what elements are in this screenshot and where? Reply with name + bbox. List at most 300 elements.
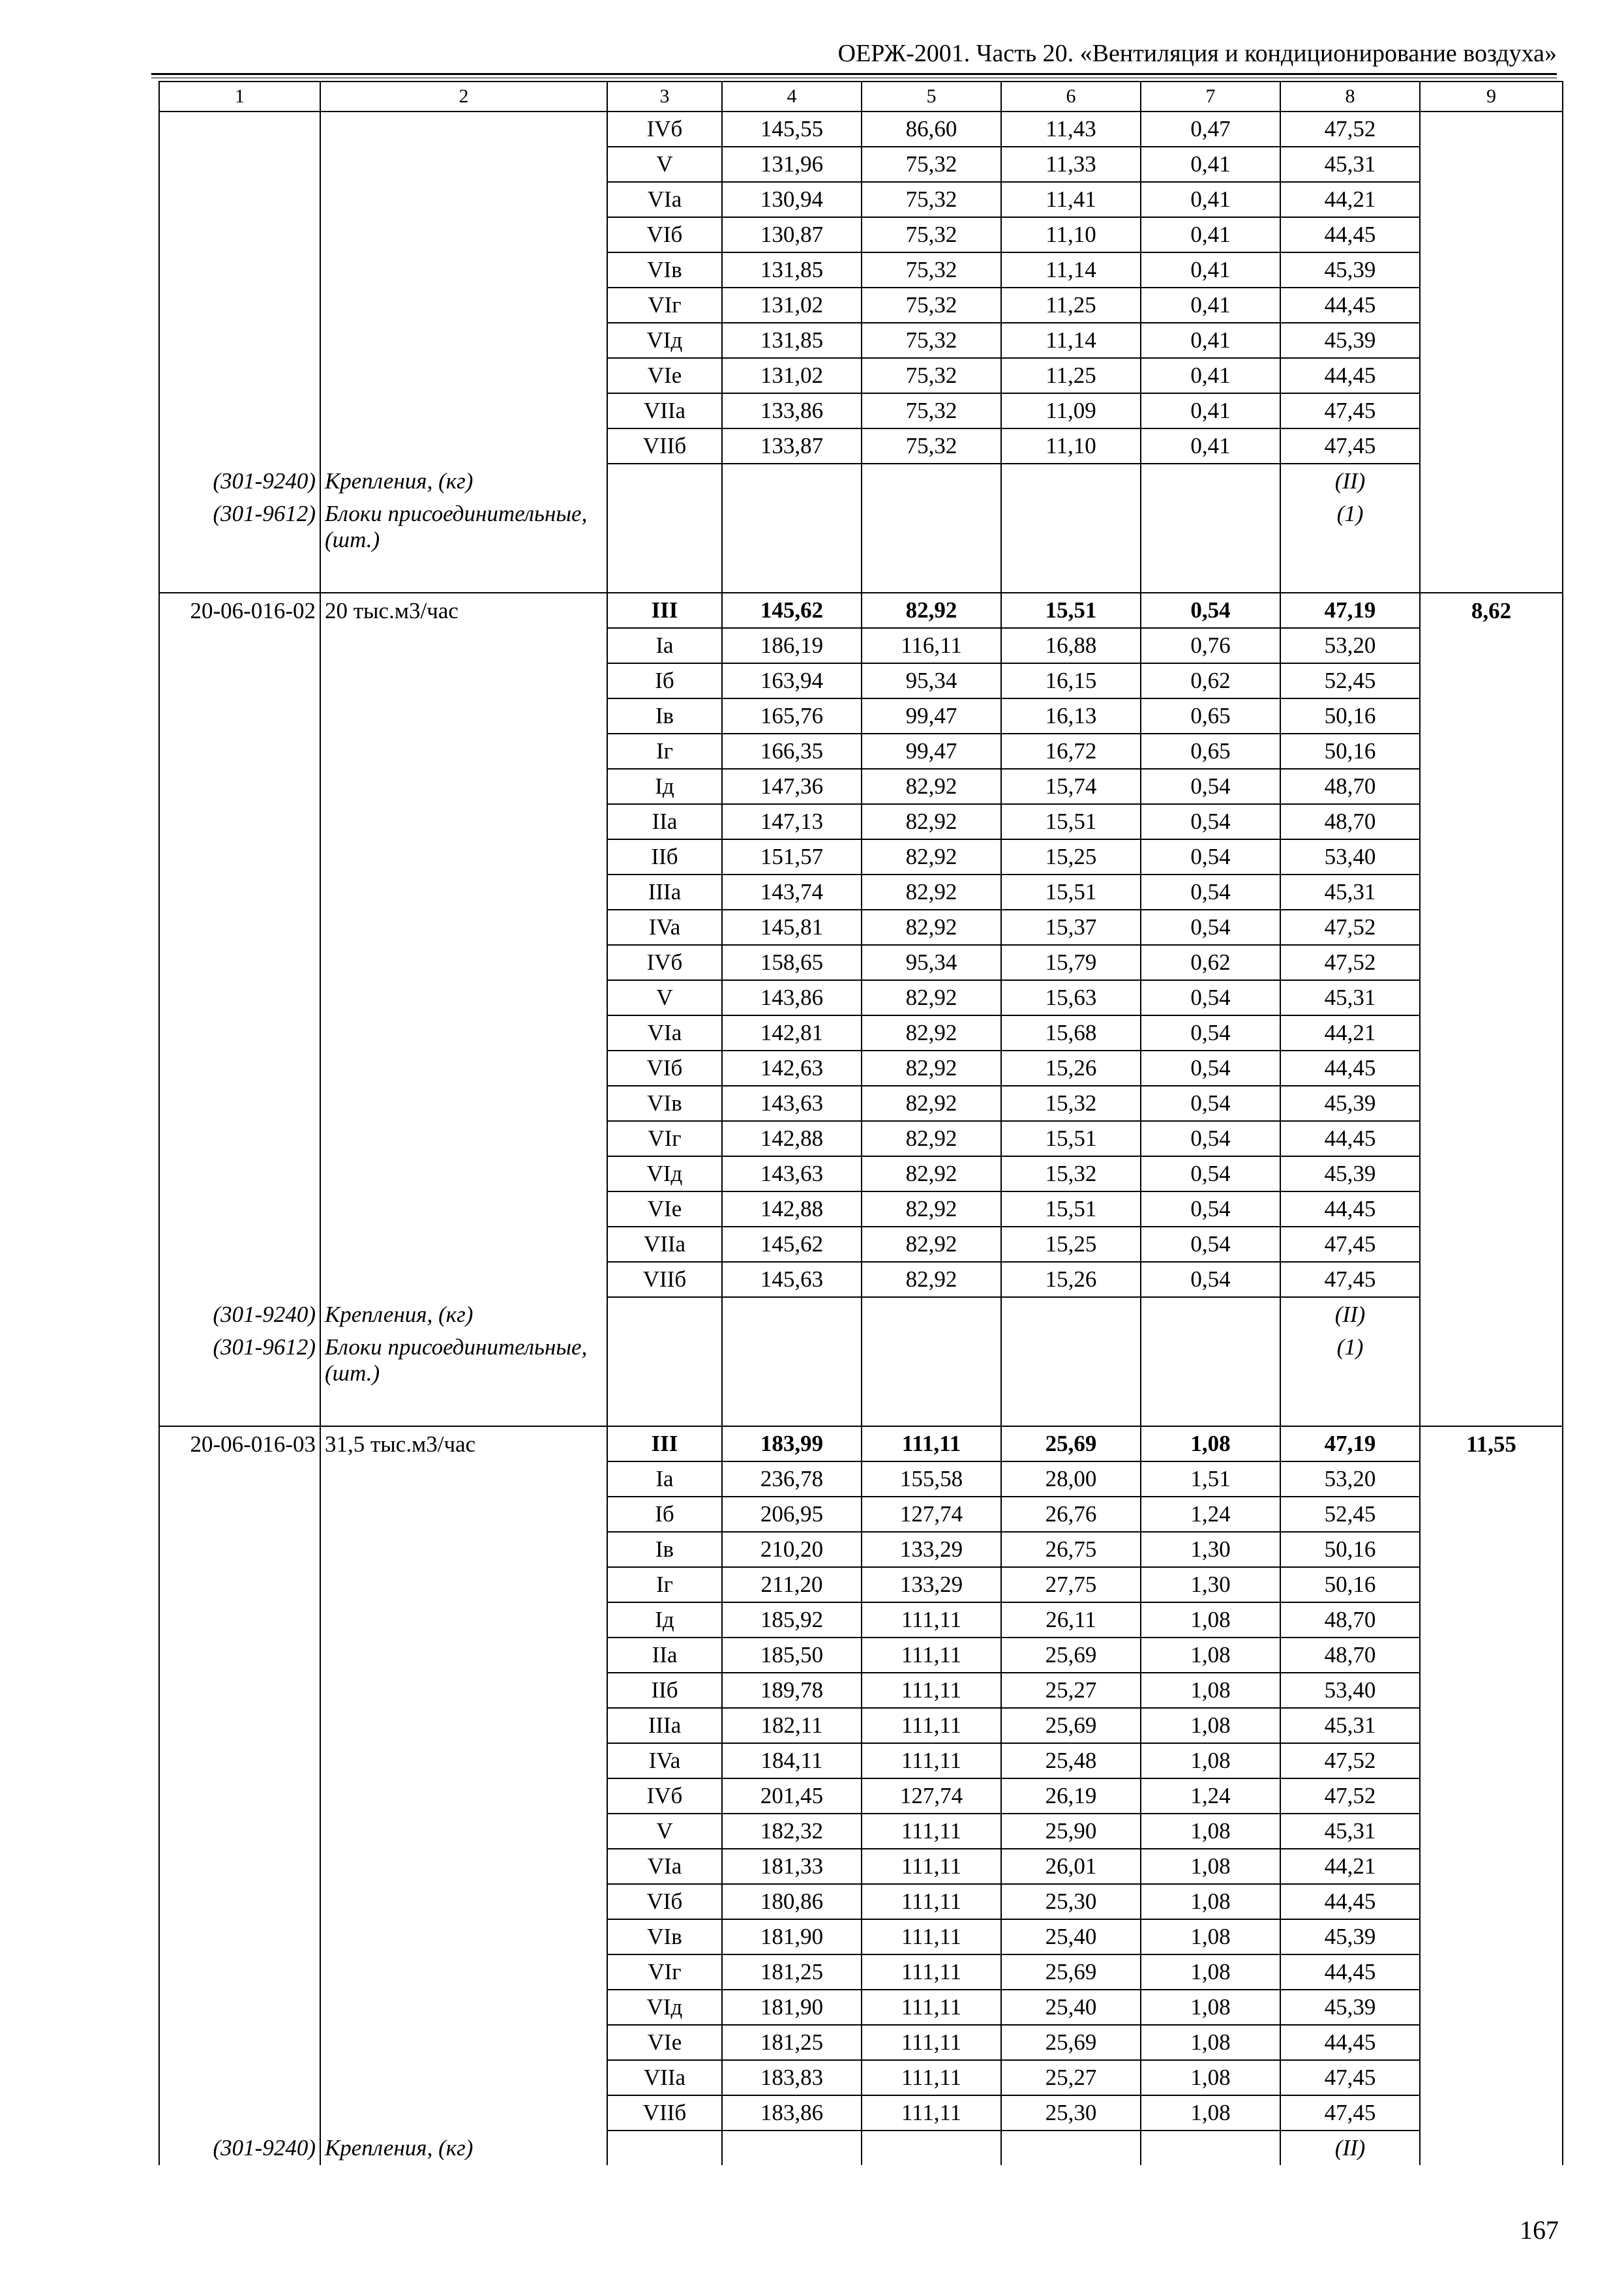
- name-cell-empty: [320, 1567, 607, 1602]
- name-cell-empty: [320, 769, 607, 804]
- zone-cell: Ia: [607, 628, 722, 663]
- table-row: [159, 393, 1563, 428]
- wages-cell: 133,29: [862, 1567, 1001, 1602]
- machines-cell: 15,79: [1001, 945, 1141, 980]
- table-row: [159, 147, 1563, 182]
- wages-cell: 111,11: [862, 2095, 1001, 2131]
- resource-class: (II): [1280, 464, 1420, 498]
- total-cell: 145,62: [722, 593, 862, 628]
- name-cell-empty: [320, 1954, 607, 1990]
- wages-cell: 111,11: [862, 2060, 1001, 2095]
- labor-cell-empty: [1420, 358, 1563, 393]
- materials-cell: 44,45: [1280, 1121, 1420, 1156]
- wages-cell: 75,32: [862, 393, 1001, 428]
- labor-cell-empty: [1420, 628, 1563, 663]
- materials-cell: 44,45: [1280, 288, 1420, 323]
- total-cell: 185,50: [722, 1638, 862, 1673]
- machines-cell: 25,30: [1001, 1884, 1141, 1919]
- name-cell-empty: [320, 1461, 607, 1497]
- drivers-cell: 1,08: [1141, 1814, 1280, 1849]
- zone-cell: VIг: [607, 288, 722, 323]
- machines-cell: 15,51: [1001, 875, 1141, 910]
- empty-cell: [607, 1332, 722, 1426]
- table-row: [159, 1262, 1563, 1297]
- drivers-cell: 0,41: [1141, 217, 1280, 252]
- wages-cell: 82,92: [862, 1227, 1001, 1262]
- materials-cell: 45,39: [1280, 323, 1420, 358]
- wages-cell: 99,47: [862, 698, 1001, 734]
- code-cell-empty: [159, 2095, 320, 2131]
- name-cell-empty: [320, 1814, 607, 1849]
- code-cell-empty: [159, 839, 320, 875]
- materials-cell: 44,45: [1280, 1954, 1420, 1990]
- table-row: [159, 1884, 1563, 1919]
- labor-cell: 11,55: [1420, 1426, 1563, 1461]
- table-row: [159, 1461, 1563, 1497]
- name-cell-empty: [320, 1156, 607, 1191]
- total-cell: 211,20: [722, 1567, 862, 1602]
- total-cell: 142,88: [722, 1191, 862, 1227]
- code-cell-empty: [159, 1191, 320, 1227]
- wages-cell: 82,92: [862, 1156, 1001, 1191]
- materials-cell: 48,70: [1280, 1602, 1420, 1638]
- machines-cell: 25,48: [1001, 1743, 1141, 1778]
- code-cell-empty: [159, 945, 320, 980]
- labor-cell-empty: [1420, 875, 1563, 910]
- code-cell-empty: [159, 1567, 320, 1602]
- table-row: [159, 1673, 1563, 1708]
- zone-cell: VIa: [607, 1015, 722, 1051]
- machines-cell: 25,30: [1001, 2095, 1141, 2131]
- machines-cell: 15,51: [1001, 593, 1141, 628]
- zone-cell: VIд: [607, 1990, 722, 2025]
- materials-cell: 53,40: [1280, 839, 1420, 875]
- code-cell-empty: [159, 1849, 320, 1884]
- total-cell: 180,86: [722, 1884, 862, 1919]
- zone-cell: IIIa: [607, 875, 722, 910]
- machines-cell: 16,13: [1001, 698, 1141, 734]
- resource-row: [159, 498, 1563, 593]
- total-cell: 181,90: [722, 1990, 862, 2025]
- zone-cell: VIв: [607, 252, 722, 288]
- name-cell-empty: [320, 358, 607, 393]
- drivers-cell: 0,41: [1141, 428, 1280, 464]
- total-cell: 236,78: [722, 1461, 862, 1497]
- drivers-cell: 1,08: [1141, 2095, 1280, 2131]
- name-cell-empty: [320, 323, 607, 358]
- labor-cell-empty: [1420, 1121, 1563, 1156]
- empty-cell: [862, 1332, 1001, 1426]
- materials-cell: 45,31: [1280, 1708, 1420, 1743]
- drivers-cell: 0,65: [1141, 734, 1280, 769]
- code-cell-empty: [159, 1954, 320, 1990]
- total-cell: 145,55: [722, 112, 862, 147]
- wages-cell: 75,32: [862, 217, 1001, 252]
- table-row: [159, 1191, 1563, 1227]
- name-cell-empty: [320, 1015, 607, 1051]
- table-row: [159, 1086, 1563, 1121]
- code-cell-empty: [159, 217, 320, 252]
- table-row: [159, 769, 1563, 804]
- zone-cell: III: [607, 593, 722, 628]
- column-number: 9: [1420, 82, 1563, 112]
- code-cell-empty: [159, 1814, 320, 1849]
- machines-cell: 15,63: [1001, 980, 1141, 1015]
- total-cell: 142,63: [722, 1051, 862, 1086]
- zone-cell: IVб: [607, 112, 722, 147]
- zone-cell: Iб: [607, 1497, 722, 1532]
- table-row: [159, 323, 1563, 358]
- labor-cell-empty: [1420, 1227, 1563, 1262]
- code-cell-empty: [159, 1638, 320, 1673]
- empty-cell: [1420, 1332, 1563, 1426]
- table-row: [159, 2025, 1563, 2060]
- machines-cell: 25,40: [1001, 1919, 1141, 1954]
- name-cell-empty: [320, 428, 607, 464]
- empty-cell: [862, 1297, 1001, 1332]
- wages-cell: 111,11: [862, 1743, 1001, 1778]
- wages-cell: 155,58: [862, 1461, 1001, 1497]
- wages-cell: 86,60: [862, 112, 1001, 147]
- name-cell-empty: [320, 1673, 607, 1708]
- drivers-cell: 0,54: [1141, 980, 1280, 1015]
- code-cell-empty: [159, 875, 320, 910]
- resource-row: [159, 1332, 1563, 1426]
- drivers-cell: 0,41: [1141, 288, 1280, 323]
- labor-cell-empty: [1420, 1156, 1563, 1191]
- machines-cell: 11,41: [1001, 182, 1141, 217]
- machines-cell: 11,14: [1001, 323, 1141, 358]
- name-cell-empty: [320, 393, 607, 428]
- materials-cell: 53,40: [1280, 1673, 1420, 1708]
- machines-cell: 25,69: [1001, 1426, 1141, 1461]
- drivers-cell: 0,65: [1141, 698, 1280, 734]
- name-cell-empty: [320, 875, 607, 910]
- drivers-cell: 0,54: [1141, 1227, 1280, 1262]
- name-cell-empty: [320, 1849, 607, 1884]
- table-row: [159, 1497, 1563, 1532]
- code-cell-empty: [159, 663, 320, 698]
- materials-cell: 44,21: [1280, 182, 1420, 217]
- name-cell-empty: [320, 1778, 607, 1814]
- empty-cell: [862, 2131, 1001, 2165]
- total-cell: 182,11: [722, 1708, 862, 1743]
- code-cell-empty: [159, 1015, 320, 1051]
- labor-cell-empty: [1420, 1708, 1563, 1743]
- name-cell-empty: [320, 734, 607, 769]
- drivers-cell: 0,76: [1141, 628, 1280, 663]
- materials-cell: 53,20: [1280, 628, 1420, 663]
- wages-cell: 82,92: [862, 593, 1001, 628]
- resource-code: (301-9240): [159, 1297, 320, 1332]
- total-cell: 131,96: [722, 147, 862, 182]
- code-cell-empty: [159, 2025, 320, 2060]
- table-row: [159, 1778, 1563, 1814]
- zone-cell: VIIa: [607, 1227, 722, 1262]
- drivers-cell: 0,54: [1141, 1086, 1280, 1121]
- code-cell-empty: [159, 393, 320, 428]
- labor-cell-empty: [1420, 1015, 1563, 1051]
- empty-cell: [1001, 2131, 1141, 2165]
- code-cell-empty: [159, 182, 320, 217]
- labor-cell-empty: [1420, 182, 1563, 217]
- column-number: 2: [320, 82, 607, 112]
- machines-cell: 16,88: [1001, 628, 1141, 663]
- zone-cell: V: [607, 980, 722, 1015]
- empty-cell: [1141, 498, 1280, 593]
- name-cell-empty: [320, 980, 607, 1015]
- machines-cell: 27,75: [1001, 1567, 1141, 1602]
- code-cell-empty: [159, 1227, 320, 1262]
- code-cell-empty: [159, 628, 320, 663]
- wages-cell: 75,32: [862, 428, 1001, 464]
- table-row: [159, 2095, 1563, 2131]
- machines-cell: 25,27: [1001, 2060, 1141, 2095]
- code-cell-empty: [159, 1884, 320, 1919]
- empty-cell: [1001, 464, 1141, 498]
- column-number: 3: [607, 82, 722, 112]
- materials-cell: 45,39: [1280, 1990, 1420, 2025]
- code-cell-empty: [159, 1778, 320, 1814]
- materials-cell: 47,52: [1280, 1778, 1420, 1814]
- name-cell-empty: [320, 2025, 607, 2060]
- machines-cell: 25,69: [1001, 1708, 1141, 1743]
- wages-cell: 82,92: [862, 1121, 1001, 1156]
- machines-cell: 11,25: [1001, 358, 1141, 393]
- code-cell-empty: [159, 698, 320, 734]
- materials-cell: 52,45: [1280, 663, 1420, 698]
- drivers-cell: 1,08: [1141, 1954, 1280, 1990]
- labor-cell-empty: [1420, 910, 1563, 945]
- materials-cell: 47,52: [1280, 910, 1420, 945]
- total-cell: 143,63: [722, 1086, 862, 1121]
- name-cell-empty: [320, 2060, 607, 2095]
- code-cell-empty: [159, 1497, 320, 1532]
- table-row: [159, 288, 1563, 323]
- materials-cell: 44,21: [1280, 1015, 1420, 1051]
- empty-cell: [1141, 1297, 1280, 1332]
- wages-cell: 127,74: [862, 1497, 1001, 1532]
- table-row: [159, 1954, 1563, 1990]
- resource-class: (1): [1280, 1332, 1420, 1426]
- materials-cell: 50,16: [1280, 698, 1420, 734]
- empty-cell: [1420, 1297, 1563, 1332]
- empty-cell: [1141, 1332, 1280, 1426]
- name-cell-empty: [320, 288, 607, 323]
- drivers-cell: 0,54: [1141, 875, 1280, 910]
- column-number: 4: [722, 82, 862, 112]
- total-cell: 210,20: [722, 1532, 862, 1567]
- zone-cell: VIe: [607, 1191, 722, 1227]
- materials-cell: 47,45: [1280, 2060, 1420, 2095]
- wages-cell: 111,11: [862, 1849, 1001, 1884]
- empty-cell: [862, 464, 1001, 498]
- rates-table: [158, 81, 1563, 2165]
- name-cell-empty: [320, 1532, 607, 1567]
- machines-cell: 26,76: [1001, 1497, 1141, 1532]
- name-cell-empty: [320, 1708, 607, 1743]
- total-cell: 165,76: [722, 698, 862, 734]
- labor-cell-empty: [1420, 1743, 1563, 1778]
- machines-cell: 15,26: [1001, 1262, 1141, 1297]
- name-cell-empty: [320, 1121, 607, 1156]
- drivers-cell: 0,54: [1141, 804, 1280, 839]
- labor-cell-empty: [1420, 804, 1563, 839]
- code-cell-empty: [159, 1461, 320, 1497]
- machines-cell: 11,43: [1001, 112, 1141, 147]
- name-cell-empty: [320, 839, 607, 875]
- code-cell-empty: [159, 288, 320, 323]
- name-cell-empty: [320, 2095, 607, 2131]
- name-cell-empty: [320, 698, 607, 734]
- labor-cell-empty: [1420, 1849, 1563, 1884]
- table-row: [159, 1156, 1563, 1191]
- labor-cell-empty: [1420, 2025, 1563, 2060]
- empty-cell: [1001, 1332, 1141, 1426]
- total-cell: 183,99: [722, 1426, 862, 1461]
- total-cell: 206,95: [722, 1497, 862, 1532]
- labor-cell: 8,62: [1420, 593, 1563, 628]
- empty-cell: [1141, 2131, 1280, 2165]
- drivers-cell: 0,54: [1141, 1051, 1280, 1086]
- name-cell-empty: [320, 1990, 607, 2025]
- drivers-cell: 1,51: [1141, 1461, 1280, 1497]
- header-rule: [151, 73, 1557, 75]
- code-cell-empty: [159, 358, 320, 393]
- wages-cell: 82,92: [862, 980, 1001, 1015]
- materials-cell: 45,31: [1280, 875, 1420, 910]
- table-row: [159, 875, 1563, 910]
- materials-cell: 44,45: [1280, 1191, 1420, 1227]
- empty-cell: [1001, 1297, 1141, 1332]
- materials-cell: 45,39: [1280, 1919, 1420, 1954]
- labor-cell-empty: [1420, 1497, 1563, 1532]
- wages-cell: 111,11: [862, 1638, 1001, 1673]
- machines-cell: 15,26: [1001, 1051, 1141, 1086]
- materials-cell: 45,39: [1280, 1086, 1420, 1121]
- zone-cell: VIв: [607, 1086, 722, 1121]
- drivers-cell: 1,08: [1141, 1708, 1280, 1743]
- drivers-cell: 0,41: [1141, 252, 1280, 288]
- labor-cell-empty: [1420, 2060, 1563, 2095]
- labor-cell-empty: [1420, 1262, 1563, 1297]
- wages-cell: 111,11: [862, 1602, 1001, 1638]
- wages-cell: 82,92: [862, 1015, 1001, 1051]
- zone-cell: VIIб: [607, 428, 722, 464]
- machines-cell: 15,51: [1001, 1121, 1141, 1156]
- zone-cell: VIг: [607, 1121, 722, 1156]
- labor-cell-empty: [1420, 1673, 1563, 1708]
- wages-cell: 111,11: [862, 1426, 1001, 1461]
- total-cell: 145,81: [722, 910, 862, 945]
- total-cell: 189,78: [722, 1673, 862, 1708]
- machines-cell: 15,25: [1001, 839, 1141, 875]
- wages-cell: 82,92: [862, 1086, 1001, 1121]
- wages-cell: 111,11: [862, 1990, 1001, 2025]
- empty-cell: [722, 1332, 862, 1426]
- wages-cell: 75,32: [862, 182, 1001, 217]
- resource-name: Блоки присоединительные, (шт.): [320, 498, 607, 593]
- materials-cell: 47,19: [1280, 593, 1420, 628]
- table-row: [159, 734, 1563, 769]
- total-cell: 166,35: [722, 734, 862, 769]
- wages-cell: 111,11: [862, 1884, 1001, 1919]
- code-cell-empty: [159, 323, 320, 358]
- total-cell: 143,86: [722, 980, 862, 1015]
- drivers-cell: 1,08: [1141, 1849, 1280, 1884]
- machines-cell: 11,25: [1001, 288, 1141, 323]
- total-cell: 130,87: [722, 217, 862, 252]
- labor-cell-empty: [1420, 945, 1563, 980]
- table-row: [159, 1743, 1563, 1778]
- code-cell-empty: [159, 428, 320, 464]
- drivers-cell: 1,08: [1141, 1743, 1280, 1778]
- position-header-row: [159, 593, 1563, 628]
- materials-cell: 45,31: [1280, 980, 1420, 1015]
- drivers-cell: 1,08: [1141, 1426, 1280, 1461]
- name-cell-empty: [320, 628, 607, 663]
- resource-name: Крепления, (кг): [320, 1297, 607, 1332]
- table-row: [159, 217, 1563, 252]
- empty-cell: [607, 464, 722, 498]
- machines-cell: 15,32: [1001, 1086, 1141, 1121]
- total-cell: 151,57: [722, 839, 862, 875]
- total-cell: 143,74: [722, 875, 862, 910]
- total-cell: 145,62: [722, 1227, 862, 1262]
- table-row: [159, 182, 1563, 217]
- empty-cell: [862, 498, 1001, 593]
- zone-cell: Ia: [607, 1461, 722, 1497]
- table-row: [159, 428, 1563, 464]
- zone-cell: Iд: [607, 1602, 722, 1638]
- code-cell-empty: [159, 1156, 320, 1191]
- drivers-cell: 0,47: [1141, 112, 1280, 147]
- materials-cell: 47,45: [1280, 1227, 1420, 1262]
- table-row: [159, 804, 1563, 839]
- resource-name: Крепления, (кг): [320, 464, 607, 498]
- name-cell-empty: [320, 1262, 607, 1297]
- machines-cell: 16,15: [1001, 663, 1141, 698]
- labor-cell-empty: [1420, 1990, 1563, 2025]
- materials-cell: 48,70: [1280, 804, 1420, 839]
- zone-cell: VIг: [607, 1954, 722, 1990]
- labor-cell-empty: [1420, 734, 1563, 769]
- resource-class: (1): [1280, 498, 1420, 593]
- wages-cell: 95,34: [862, 945, 1001, 980]
- wages-cell: 99,47: [862, 734, 1001, 769]
- materials-cell: 47,52: [1280, 945, 1420, 980]
- machines-cell: 25,90: [1001, 1814, 1141, 1849]
- table-row: [159, 112, 1563, 147]
- labor-cell-empty: [1420, 980, 1563, 1015]
- resource-row: [159, 464, 1563, 498]
- name-cell-empty: [320, 147, 607, 182]
- total-cell: 181,25: [722, 2025, 862, 2060]
- zone-cell: VIIa: [607, 2060, 722, 2095]
- machines-cell: 11,10: [1001, 217, 1141, 252]
- zone-cell: VIe: [607, 358, 722, 393]
- total-cell: 145,63: [722, 1262, 862, 1297]
- materials-cell: 48,70: [1280, 1638, 1420, 1673]
- wages-cell: 82,92: [862, 1051, 1001, 1086]
- name-cell-empty: [320, 1191, 607, 1227]
- total-cell: 181,33: [722, 1849, 862, 1884]
- code-cell-empty: [159, 1743, 320, 1778]
- total-cell: 158,65: [722, 945, 862, 980]
- column-number: 5: [862, 82, 1001, 112]
- resource-code: (301-9612): [159, 1332, 320, 1426]
- name-cell-empty: [320, 1227, 607, 1262]
